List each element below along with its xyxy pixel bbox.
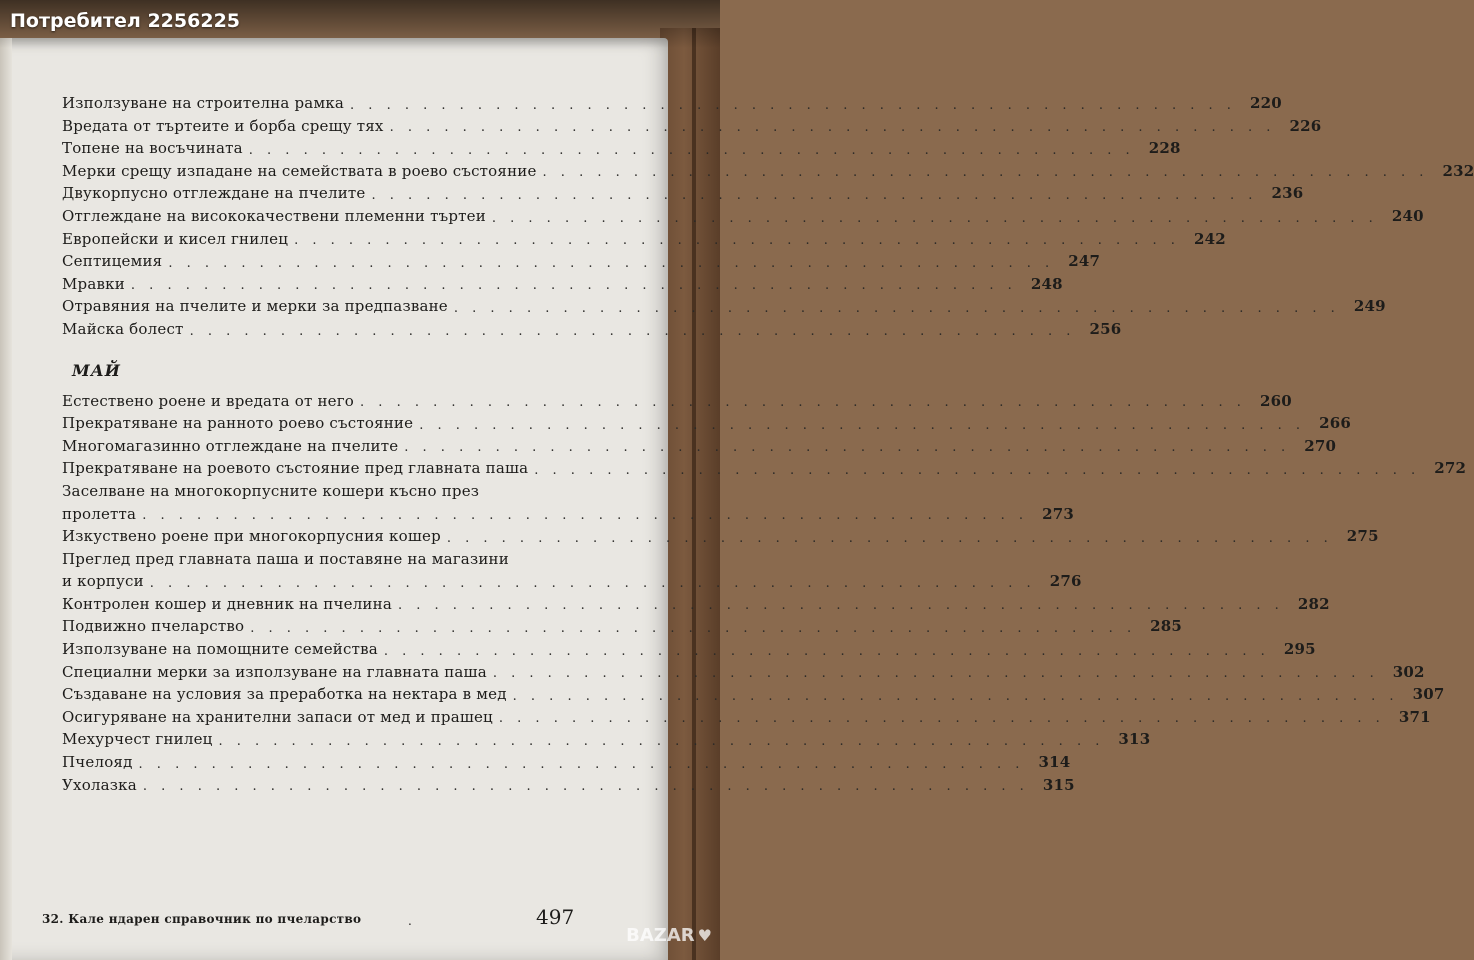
toc-entry [62,250,1101,273]
toc-group-may [62,390,1467,797]
toc-entry-title: Мерки срещу изпадане на семействата в роево състояние [62,161,537,180]
toc-entry-title: Отравяния на пчелите и мерки за предпазване [62,297,448,316]
toc-entry [62,570,1082,593]
toc-leader-dots [499,710,1385,728]
toc-entry [62,435,1337,458]
toc-entry-page: 276 [1049,572,1082,591]
toc-leader-dots [350,97,1236,115]
toc-entry-page: 272 [1434,459,1467,478]
toc-entry [62,661,1425,684]
footer-mark: . [408,914,412,928]
toc-entry-page: 282 [1297,594,1330,613]
toc-entry-title: Отглеждане на висококачествени племенни търтеи [62,206,486,225]
toc-entry-page: 315 [1042,775,1075,794]
toc-entry [62,295,1386,318]
toc-leader-dots [131,277,1017,295]
toc-leader-dots [139,756,1025,774]
toc-entry [62,115,1322,138]
toc-leader-dots [360,394,1246,412]
toc-leader-dots [390,119,1276,137]
toc-entry-title: Естествено роене и вредата от него [62,391,355,410]
toc-entry [62,92,1282,115]
toc-entry-page: 273 [1042,504,1075,523]
toc-entry-page: 248 [1030,274,1063,293]
footer-note: 32. Кале ндарен справочник по пчеларство [42,912,362,926]
toc-entry-title: Вредата от търтеите и борба срещу тях [62,116,384,135]
toc-entry [62,615,1183,638]
toc-entry-page: 285 [1150,617,1183,636]
toc-entry-page: 247 [1068,252,1101,271]
toc-entry [62,273,1063,296]
toc-entry [62,683,1445,706]
toc-entry-title: Двукорпусно отглеждане на пчелите [62,184,366,203]
heart-icon: ♥ [697,925,712,945]
toc-entry [62,751,1071,774]
toc-entry-title: Изкуствено роене при многокорпусния кошер [62,527,441,546]
toc-entry [62,503,1075,526]
toc-leader-dots [384,643,1270,661]
watermark-text: BAZAR [626,924,695,946]
toc-entry-page: 314 [1038,753,1071,772]
toc-entry-page: 266 [1319,414,1352,433]
toc-entry [62,228,1226,251]
toc-entry-page: 236 [1271,184,1304,203]
toc-leader-dots [492,210,1378,228]
toc-entry [62,182,1304,205]
toc-entry-title: Майска болест [62,319,184,338]
toc-entry-title: Подвижно пчеларство [62,617,245,636]
page-number: 497 [536,905,575,929]
toc-leader-dots [249,142,1135,160]
toc-entry-title: пролетта [62,504,137,523]
toc-entry-title: и корпуси [62,572,144,591]
toc-entry [62,774,1075,797]
toc-leader-dots [493,665,1379,683]
toc-leader-dots [250,620,1136,638]
toc-entry [62,390,1292,413]
toc-entry-page: 249 [1353,297,1386,316]
toc-entry [62,593,1330,616]
toc-entry-page: 260 [1259,391,1292,410]
username-label: Потребител 2256225 [10,10,241,32]
toc-entry-page: 256 [1089,319,1122,338]
toc-entry-page: 302 [1392,662,1425,681]
top-overlay [0,0,720,48]
toc-entry-page: 228 [1148,139,1181,158]
toc-entry [62,412,1352,435]
toc-entry-title: Мехурчест гнилец [62,730,213,749]
toc-entry-page: 220 [1249,94,1282,112]
toc-entry-page: 275 [1346,527,1379,546]
toc-entry-title: Създаване на условия за преработка на нектара в мед [62,685,507,704]
toc-entry-title: Септицемия [62,252,163,271]
toc-leader-dots [150,575,1036,593]
toc-entry-title: Използуване на помощните семейства [62,640,378,659]
table-of-contents [62,92,1474,796]
toc-entry-title: Прекратяване на ранното роево състояние [62,414,414,433]
section-heading: МАЙ [72,360,121,380]
toc-entry [62,728,1151,751]
toc-group-top [62,92,1474,341]
toc-leader-dots [543,164,1429,182]
toc-entry-page: 232 [1442,161,1474,180]
page-edge [0,38,12,960]
toc-leader-dots [372,187,1258,205]
toc-entry-title: Преглед пред главната паша и поставяне на магазини [62,549,509,568]
toc-entry [62,205,1424,228]
toc-entry-title: Многомагазинно отглеждане на пчелите [62,436,399,455]
toc-leader-dots [534,462,1420,480]
toc-leader-dots [513,688,1399,706]
toc-entry-page: 307 [1412,685,1445,704]
toc-entry [62,160,1474,183]
toc-entry-title: Ухолазка [62,775,137,794]
toc-entry-title: Топене на восъчината [62,139,243,158]
toc-entry-title: Контролен кошер и дневник на пчелина [62,594,392,613]
toc-entry-page: 270 [1304,436,1337,455]
toc-entry-title: Осигуряване на хранителни запаси от мед и прашец [62,707,493,726]
toc-entry-title: Използуване на строителна рамка [62,94,345,112]
toc-entry [62,525,1379,548]
toc-entry [62,457,1467,480]
toc-leader-dots [294,232,1180,250]
toc-entry-title: Пчелояд [62,753,133,772]
toc-entry-title: Прекратяване на роевото състояние пред главната паша [62,459,529,478]
toc-leader-dots [454,300,1340,318]
toc-entry-title: Европейски и кисел гнилец [62,229,289,248]
toc-entry [62,548,602,571]
toc-entry-page: 313 [1118,730,1151,749]
toc-leader-dots [398,597,1284,615]
bazar-watermark [602,920,712,950]
toc-entry [62,480,602,503]
toc-leader-dots [190,323,1076,341]
toc-leader-dots [447,530,1333,548]
toc-entry [62,706,1431,729]
toc-entry [62,137,1181,160]
toc-leader-dots [143,778,1029,796]
toc-entry-page: 295 [1283,640,1316,659]
toc-entry-page: 371 [1398,707,1431,726]
toc-entry [62,638,1316,661]
toc-entry-title: Заселване на многокорпусните кошери късно през [62,481,480,500]
toc-entry-page: 242 [1193,229,1226,248]
toc-entry-page: 240 [1391,206,1424,225]
toc-entry-title: Мравки [62,274,125,293]
toc-leader-dots [168,255,1054,273]
toc-leader-dots [142,507,1028,525]
toc-leader-dots [419,417,1305,435]
toc-entry-page: 226 [1289,116,1322,135]
toc-entry [62,318,1122,341]
toc-entry-title: Специални мерки за използуване на главната паша [62,662,487,681]
toc-leader-dots [219,733,1105,751]
toc-leader-dots [404,439,1290,457]
